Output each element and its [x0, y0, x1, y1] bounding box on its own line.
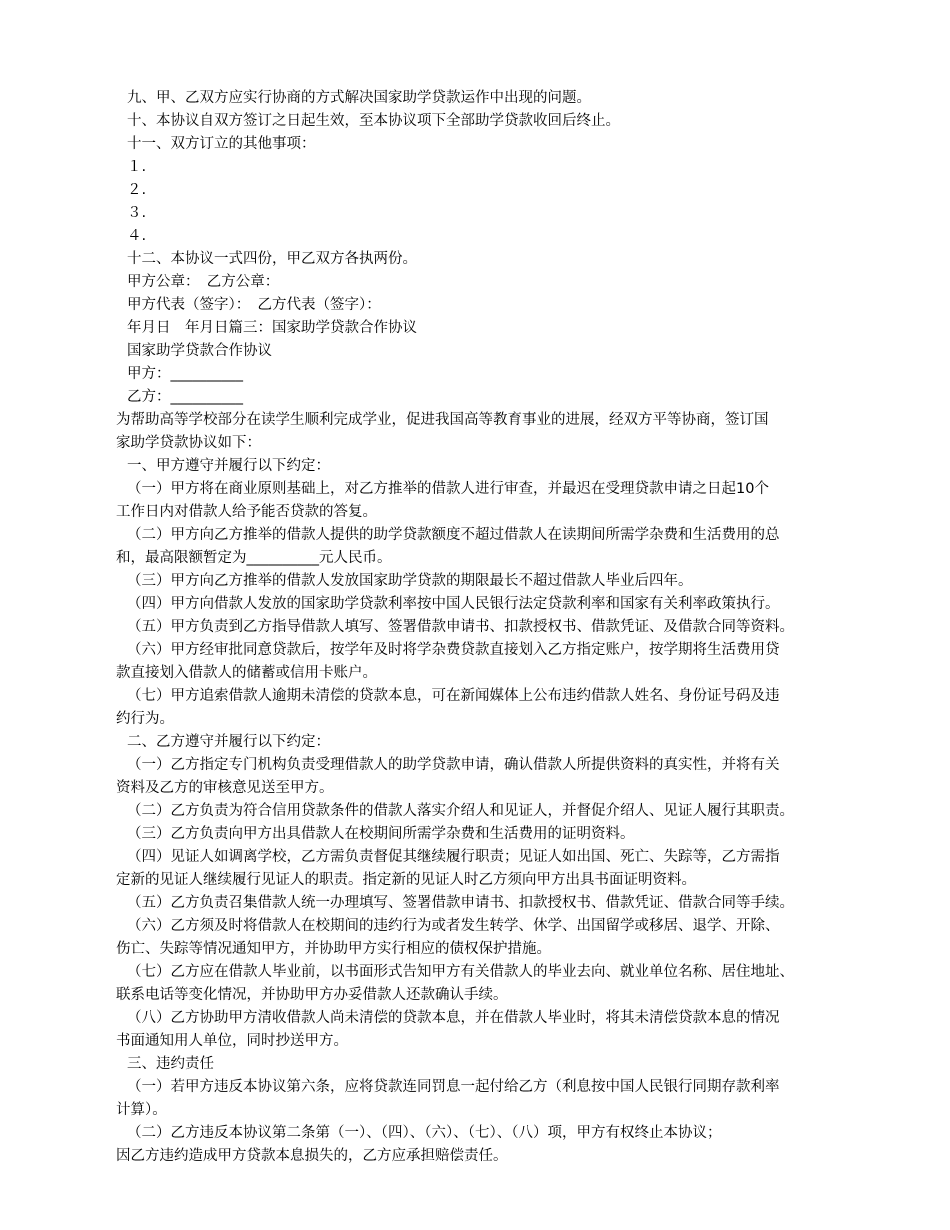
- text-line: 定新的见证人继续履行见证人的职责。指定新的见证人时乙方须向甲方出具书面证明资料。: [116, 872, 696, 888]
- text-line: （七）乙方应在借款人毕业前，以书面形式告知甲方有关借款人的毕业去向、就业单位名称、居住地址、: [127, 964, 794, 980]
- text-line: 甲方代表（签字）： 乙方代表（签字）：: [127, 297, 381, 313]
- text-line: 家助学贷款协议如下：: [116, 435, 261, 451]
- text-line: 计算）。: [116, 1102, 167, 1118]
- text-line: （八）乙方协助甲方清收借款人尚未清偿的贷款本息，并在借款人毕业时，将其未清偿贷款本息的情况: [127, 1010, 780, 1026]
- text-line: ３.: [127, 205, 147, 221]
- text-line: 甲方公章： 乙方公章：: [127, 274, 280, 290]
- text-line: 约行为。: [116, 711, 174, 727]
- text-line: （一）甲方将在商业原则基础上，对乙方推举的借款人进行审查，并最迟在受理贷款申请之日起10个: [127, 481, 769, 497]
- text-line: （二）乙方负责为符合信用贷款条件的借款人落实介绍人和见证人，并督促介绍人、见证人履行其职责。: [127, 803, 794, 819]
- text-line: 十一、双方订立的其他事项：: [127, 136, 316, 152]
- text-line: 工作日内对借款人给予能否贷款的答复。: [116, 504, 377, 520]
- text-line: （五）甲方负责到乙方指导借款人填写、签署借款申请书、扣款授权书、借款凭证、及借款合同等资料。: [127, 619, 794, 635]
- text-line: （三）甲方向乙方推举的借款人发放国家助学贷款的期限最长不超过借款人毕业后四年。: [127, 573, 693, 589]
- text-line: （一）若甲方违反本协议第六条，应将贷款连同罚息一起付给乙方（利息按中国人民银行同期存款利率: [127, 1079, 780, 1095]
- text-line: 款直接划入借款人的储蓄或信用卡账户。: [116, 665, 377, 681]
- text-line: 和，最高限额暂定为__________元人民币。: [116, 550, 392, 566]
- text-line: （七）甲方追索借款人逾期未清偿的贷款本息，可在新闻媒体上公布违约借款人姓名、身份证号码及违: [127, 688, 780, 704]
- text-line: 一、甲方遵守并履行以下约定：: [127, 458, 330, 474]
- text-line: （四）见证人如调离学校，乙方需负责督促其继续履行职责；见证人如出国、死亡、失踪等，乙方需指: [127, 849, 780, 865]
- text-line: 伤亡、失踪等情况通知甲方，并协助甲方实行相应的债权保护措施。: [116, 941, 551, 957]
- text-line: ４.: [127, 228, 147, 244]
- text-line: ２.: [127, 182, 147, 198]
- text-line: （四）甲方向借款人发放的国家助学贷款利率按中国人民银行法定贷款利率和国家有关利率政策执行。: [127, 596, 780, 612]
- text-line: 乙方：__________: [127, 389, 243, 405]
- text-line: （六）乙方须及时将借款人在校期间的违约行为或者发生转学、休学、出国留学或移居、退学、开除、: [127, 918, 780, 934]
- text-line: 资料及乙方的审核意见送至甲方。: [116, 780, 334, 796]
- text-line: 九、甲、乙双方应实行协商的方式解决国家助学贷款运作中出现的问题。: [127, 90, 591, 106]
- text-line: （二）乙方违反本协议第二条第（一）、（四）、（六）、（七）、（八）项，甲方有权终止本协议；: [127, 1125, 722, 1141]
- text-line: 十二、本协议一式四份，甲乙双方各执两份。: [127, 251, 417, 267]
- text-line: 为帮助高等学校部分在读学生顺利完成学业，促进我国高等教育事业的进展，经双方平等协商，签订国: [116, 412, 769, 428]
- text-line: 二、乙方遵守并履行以下约定：: [127, 734, 330, 750]
- text-line: （三）乙方负责向甲方出具借款人在校期间所需学杂费和生活费用的证明资料。: [127, 826, 635, 842]
- text-line: 十、本协议自双方签订之日起生效，至本协议项下全部助学贷款收回后终止。: [127, 113, 620, 129]
- text-line: 甲方：__________: [127, 366, 243, 382]
- text-line: １.: [127, 159, 147, 175]
- text-line: 国家助学贷款合作协议: [127, 343, 272, 359]
- text-line: （五）乙方负责召集借款人统一办理填写、签署借款申请书、扣款授权书、借款凭证、借款合同等手续。: [127, 895, 794, 911]
- text-line: （六）甲方经审批同意贷款后，按学年及时将学杂费贷款直接划入乙方指定账户，按学期将生活费用贷: [127, 642, 780, 658]
- text-line: （一）乙方指定专门机构负责受理借款人的助学贷款申请，确认借款人所提供资料的真实性，并将有关: [127, 757, 780, 773]
- text-line: 书面通知用人单位，同时抄送甲方。: [116, 1033, 348, 1049]
- text-line: 年月日 年月日篇三：国家助学贷款合作协议: [127, 320, 417, 336]
- text-line: 三、违约责任: [127, 1056, 214, 1072]
- text-line: 因乙方违约造成甲方贷款本息损失的，乙方应承担赔偿责任。: [116, 1148, 508, 1164]
- text-line: （二）甲方向乙方推举的借款人提供的助学贷款额度不超过借款人在读期间所需学杂费和生活费用的总: [127, 527, 780, 543]
- text-line: 联系电话等变化情况，并协助甲方办妥借款人还款确认手续。: [116, 987, 508, 1003]
